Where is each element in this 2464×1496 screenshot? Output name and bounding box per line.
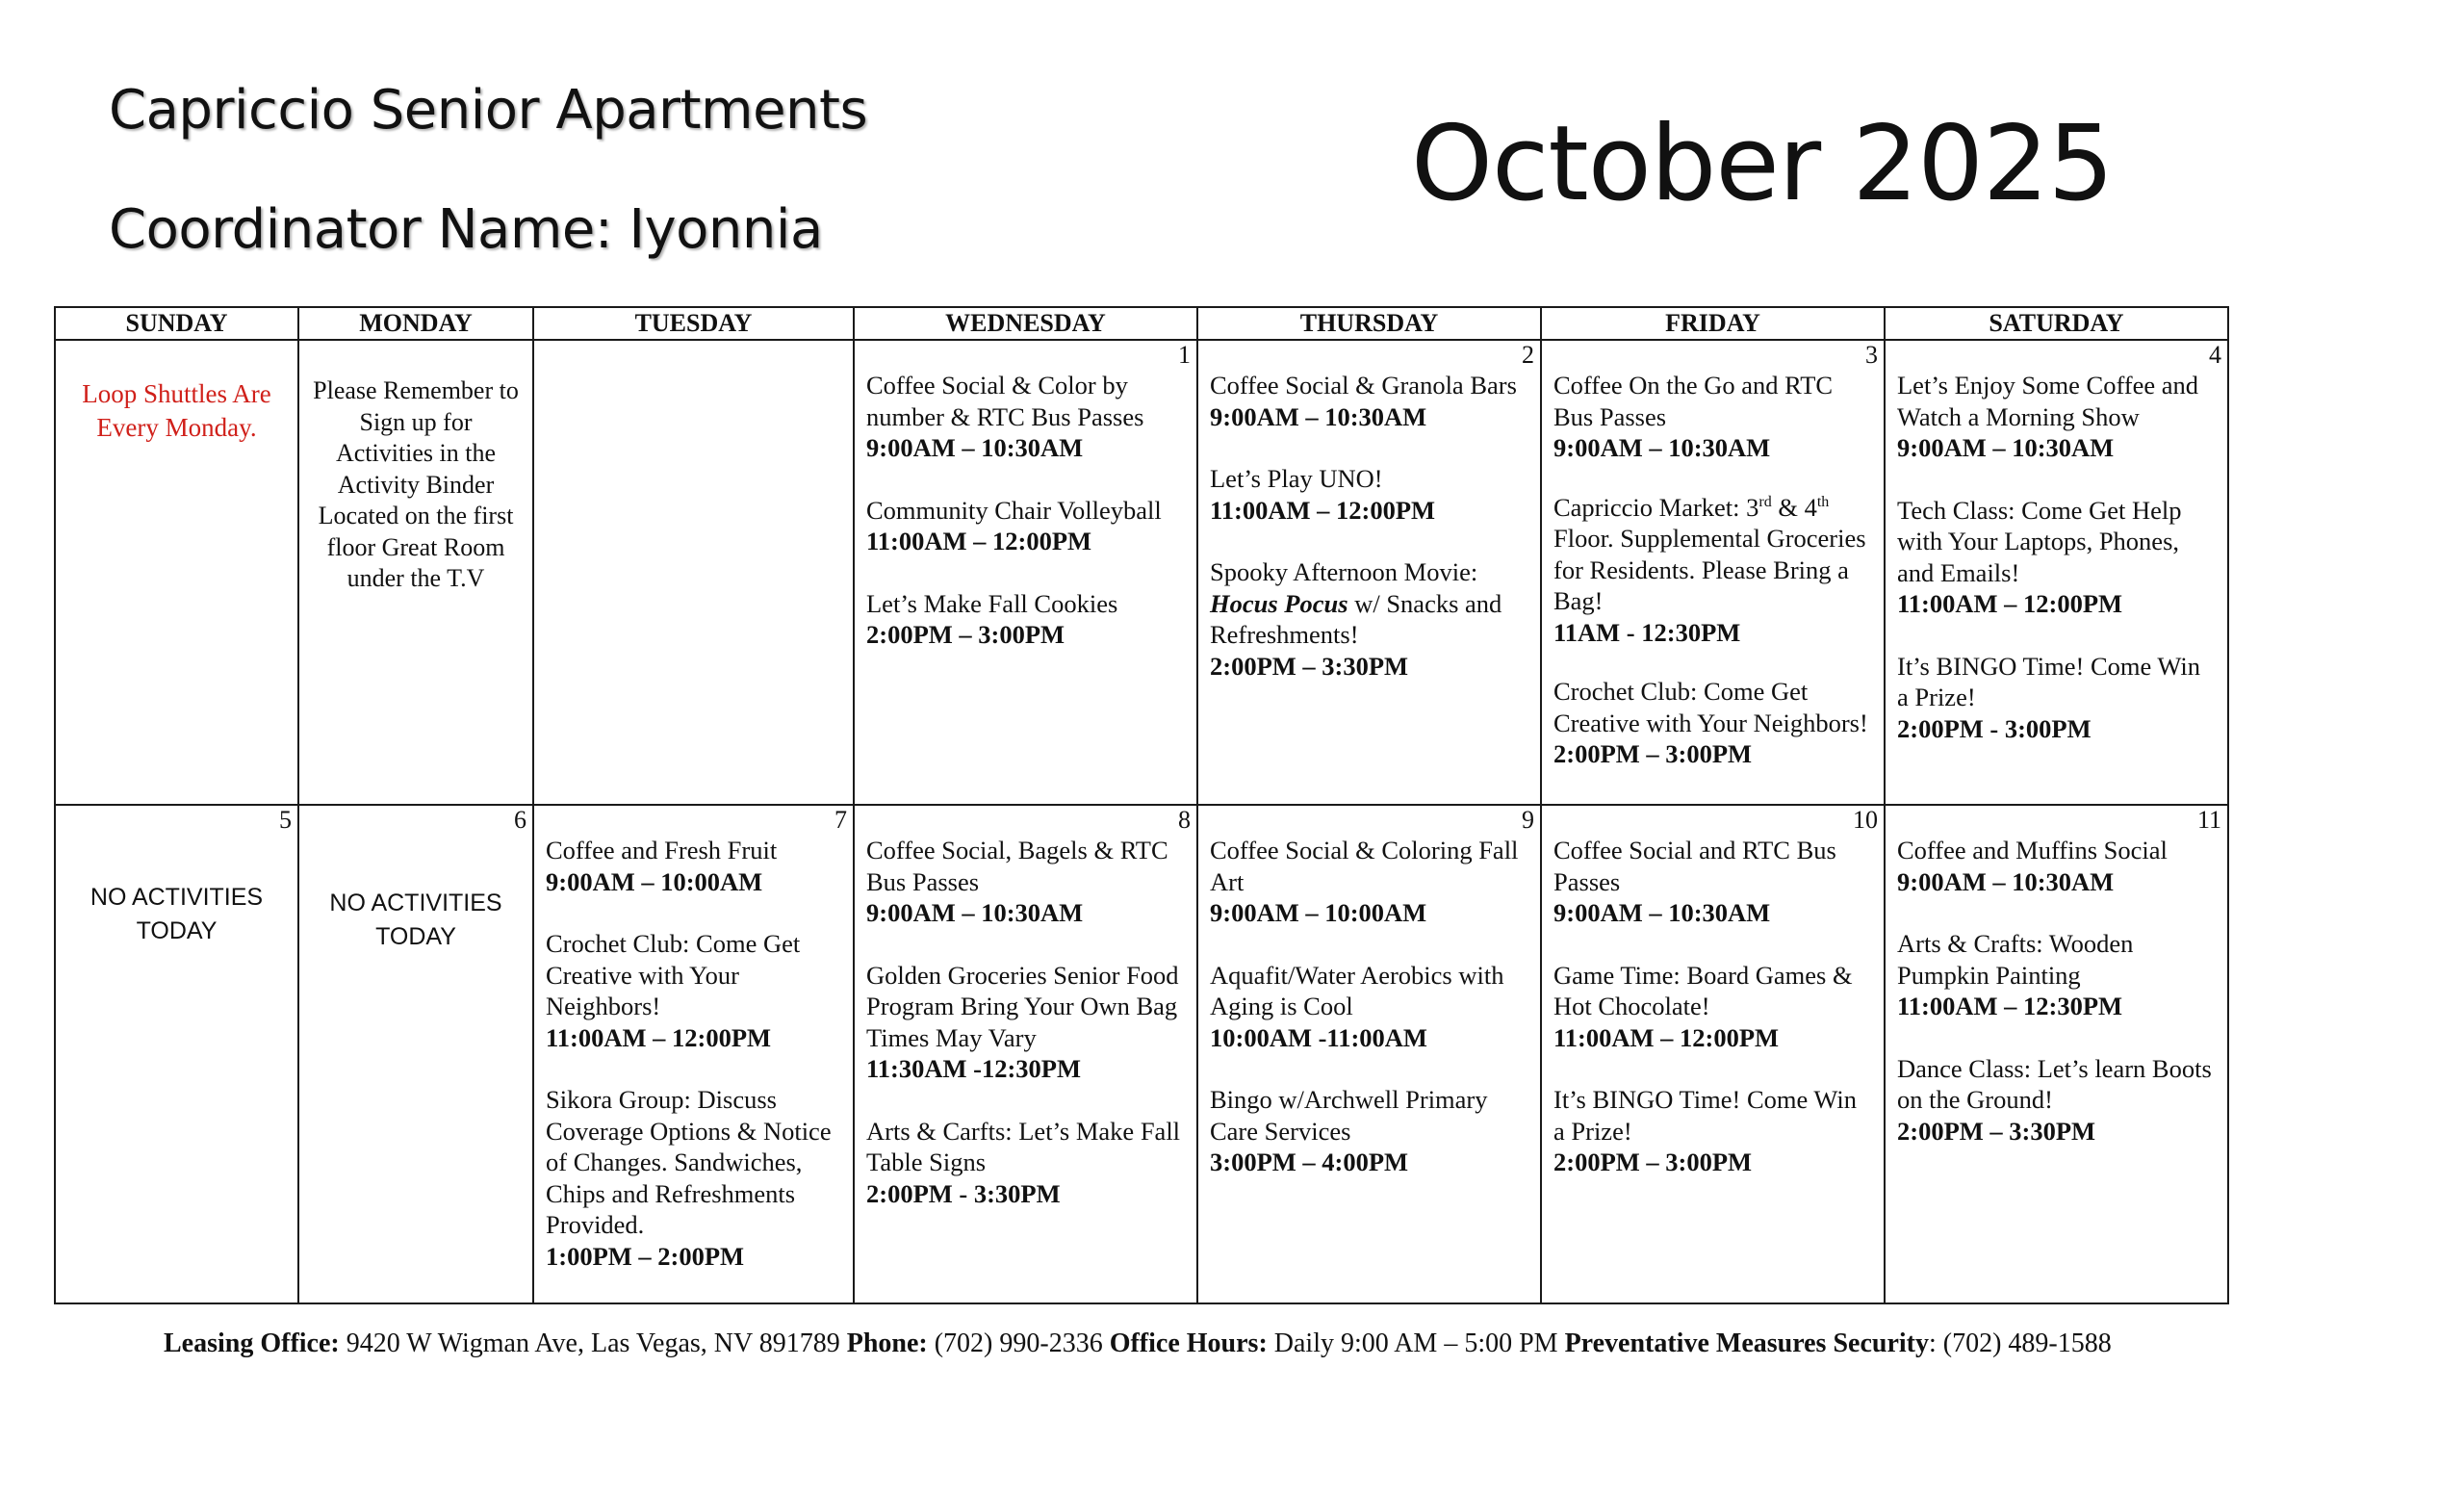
day-cell [55,340,298,805]
day-cell [298,340,533,805]
event-title: Aquafit/Water Aerobics with Aging is Cool [1210,960,1504,1020]
day-cell [1541,805,1885,1303]
event-title: Bingo w/Archwell Primary Care Services [1210,1085,1488,1146]
day-number: 3 [1865,341,1878,369]
event-title: Community Chair Volleyball [866,495,1162,525]
event-title: Let’s Enjoy Some Coffee and Watch a Morning Show [1897,371,2199,431]
event-title: Game Time: Board Games & Hot Chocolate! [1553,960,1853,1020]
event [1553,960,1874,1054]
event-title: Golden Groceries Senior Food Program Bring Your Own Bag Times May Vary [866,960,1179,1052]
event [866,495,1187,557]
event [546,928,843,1053]
event-time: 9:00AM – 10:00AM [1210,898,1427,927]
event-title: Crochet Club: Come Get Creative with Your Neighbors! [1553,677,1868,737]
event [1210,370,1530,432]
event [546,1084,843,1272]
event-title: Arts & Crafts: Wooden Pumpkin Painting [1897,929,2134,990]
event [1210,463,1530,526]
event-time: 2:00PM – 3:30PM [1210,651,1409,681]
weekday-wednesday: WEDNESDAY [854,307,1197,340]
event-time: 2:00PM – 3:00PM [1553,739,1753,768]
day-cell [1197,340,1541,805]
event-title: Coffee On the Go and RTC Bus Passes [1553,371,1834,431]
event-time: 9:00AM – 10:30AM [1553,898,1771,927]
event-title: It’s BINGO Time! Come Win a Prize! [1897,651,2200,711]
movie-title: Hocus Pocus [1210,588,1348,618]
day-cell [854,340,1197,805]
event-time: 9:00AM – 10:30AM [1897,866,2115,896]
market-title-part: Capriccio Market: 3 [1553,492,1759,522]
event-title: Tech Class: Come Get Help with Your Laptops, Phones, and Emails! [1897,495,2182,587]
event [866,370,1187,464]
event-title: Arts & Carfts: Let’s Make Fall Table Signs [866,1116,1181,1176]
superscript: th [1816,493,1830,510]
no-activities-note: NO ACTIVITIES TODAY [90,884,264,944]
event [546,835,843,897]
event-time: 9:00AM – 10:30AM [1897,433,2115,462]
event [1553,492,1874,649]
event-time: 10:00AM -11:00AM [1210,1022,1427,1052]
event [1553,1084,1874,1178]
hours-label: Office Hours: [1109,1328,1268,1358]
market-title-part: & 4 [1778,492,1817,522]
day-cell [1197,805,1541,1303]
event [1897,1053,2218,1148]
event-time: 11:00AM – 12:00PM [1897,589,2123,618]
day-cell-empty [533,340,854,805]
day-number: 10 [1853,806,1878,834]
market-title-part: Floor. Supplemental Groceries for Residents. Please Bring a Bag! [1553,524,1866,615]
day-cell [55,805,298,1303]
event-time: 11:00AM – 12:00PM [546,1022,772,1052]
day-cell [1885,340,2228,805]
event-time: 9:00AM – 10:00AM [546,866,763,896]
event-title: Dance Class: Let’s learn Boots on the Ground! [1897,1053,2212,1114]
event-time: 1:00PM – 2:00PM [546,1241,745,1271]
event-time: 11AM - 12:30PM [1553,617,1741,647]
weekday-friday: FRIDAY [1541,307,1885,340]
phone-label: Phone: [846,1328,928,1358]
event-title: Coffee Social & Granola Bars [1210,371,1517,400]
event-time: 9:00AM – 10:30AM [1210,401,1427,431]
event [1210,556,1530,682]
day-number: 8 [1178,806,1191,834]
month-title: October 2025 [1411,104,2114,224]
event-time: 9:00AM – 10:30AM [1553,433,1771,462]
phone-number: (702) 990-2336 [934,1328,1103,1358]
footer-info [164,1328,2112,1359]
security-phone: : (702) 489-1588 [1929,1328,2112,1358]
day-cell [533,805,854,1303]
event [1897,370,2218,464]
event-time: 11:30AM -12:30PM [866,1054,1081,1083]
week-row [55,340,2228,805]
movie-label: Spooky Afternoon Movie: [1210,557,1478,586]
event [1553,835,1874,929]
event-time: 2:00PM - 3:30PM [866,1178,1061,1208]
event-title: Coffee and Muffins Social [1897,836,2168,864]
property-title: Capriccio Senior Apartments [109,79,868,142]
day-number: 6 [514,806,526,834]
event-title [1553,492,1874,617]
event-time: 2:00PM – 3:00PM [866,620,1065,649]
event-title: It’s BINGO Time! Come Win a Prize! [1553,1085,1857,1146]
event-time: 2:00PM - 3:00PM [1897,713,2092,743]
event-time: 11:00AM – 12:30PM [1897,992,2123,1020]
event-title: Let’s Play UNO! [1210,464,1383,493]
event-title: Coffee Social, Bagels & RTC Bus Passes [866,836,1168,896]
weekday-tuesday: TUESDAY [533,307,854,340]
office-hours: Daily 9:00 AM – 5:00 PM [1273,1328,1558,1358]
day-number: 4 [2209,341,2221,369]
coordinator-name: Coordinator Name: Iyonnia [109,198,823,261]
calendar-table [54,306,2229,1304]
day-number: 2 [1522,341,1534,369]
event-title: Coffee Social & Color by number & RTC Bus Passes [866,371,1144,431]
leasing-label: Leasing Office: [164,1328,340,1358]
event [1897,835,2218,897]
event [866,960,1187,1085]
weekday-saturday: SATURDAY [1885,307,2228,340]
no-activities-note: NO ACTIVITIES TODAY [329,890,502,950]
event-title: Coffee Social & Coloring Fall Art [1210,836,1519,896]
event-time: 2:00PM – 3:00PM [1553,1148,1753,1176]
event-time: 11:00AM – 12:00PM [1210,495,1436,525]
event-time: 9:00AM – 10:30AM [866,898,1084,927]
weekday-thursday: THURSDAY [1197,307,1541,340]
event-title: Sikora Group: Discuss Coverage Options & Notice of Changes. Sandwiches, Chips and Refreshments Provided. [546,1085,832,1239]
event-time: 11:00AM – 12:00PM [866,527,1092,555]
shuttle-note: Loop Shuttles Are Every Monday. [82,379,271,442]
day-number: 9 [1522,806,1534,834]
day-cell [298,805,533,1303]
event [866,1116,1187,1210]
leasing-address: 9420 W Wigman Ave, Las Vegas, NV 891789 [346,1328,840,1358]
event-title: Coffee and Fresh Fruit [546,836,778,864]
event-time: 9:00AM – 10:30AM [866,433,1084,462]
superscript: rd [1758,493,1772,510]
event-title: Crochet Club: Come Get Creative with Your Neighbors! [546,929,801,1020]
security-label: Preventative Measures Security [1564,1328,1929,1358]
event [1210,960,1530,1054]
day-number: 1 [1178,341,1191,369]
day-number: 7 [834,806,847,834]
event-time: 2:00PM – 3:30PM [1897,1116,2096,1146]
event-time: 3:00PM – 4:00PM [1210,1148,1409,1176]
signup-reminder: Please Remember to Sign up for Activities in the Activity Binder Located on the first floor Great Room under the T.V [313,376,519,592]
weekday-sunday: SUNDAY [55,307,298,340]
event-title: Coffee Social and RTC Bus Passes [1553,836,1836,896]
event [1897,651,2218,745]
event-title [1210,556,1530,651]
event [1897,495,2218,620]
day-cell [1885,805,2228,1303]
event [1210,1084,1530,1178]
event [1553,676,1874,770]
event [866,835,1187,929]
day-cell [854,805,1197,1303]
event [1897,928,2218,1022]
event [1553,370,1874,464]
weekday-monday: MONDAY [298,307,533,340]
movie-extras: w/ Snacks and Refreshments! [1210,588,1502,649]
event-title: Let’s Make Fall Cookies [866,588,1118,618]
weekday-header-row [55,307,2228,340]
event [866,588,1187,651]
event [1210,835,1530,929]
week-row [55,805,2228,1303]
day-number: 11 [2196,806,2221,834]
day-cell [1541,340,1885,805]
day-number: 5 [279,806,292,834]
event-time: 11:00AM – 12:00PM [1553,1022,1780,1052]
